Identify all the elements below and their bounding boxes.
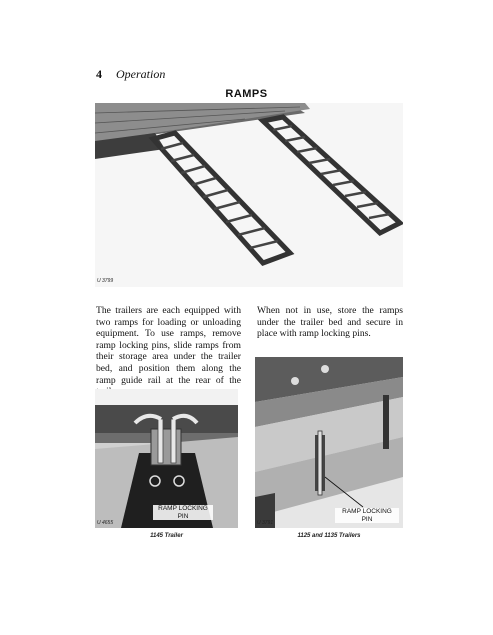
photo-id: U 3791 [257, 520, 274, 526]
locking-pin-photo-1125-1135 [255, 357, 403, 528]
ramp-locking-pin-callout [153, 505, 213, 520]
photo-caption: 1125 and 1135 Trailers [297, 533, 361, 539]
section-name: Operation [116, 67, 166, 81]
left-column-text: The trailers are each equipped with two ramps for loading or unloading equipment. To use ramps, remove ramp locking pins, slide ramps from their storage area under the trailer bed, and position them along the ramp guide rail at the rear of the [96, 305, 241, 386]
page-number: 4 [96, 67, 102, 81]
page-title: RAMPS [225, 88, 268, 100]
ramp-locking-pin-callout [335, 508, 399, 523]
right-column-text: When not in use, store the ramps under the trailer bed and secure in place with ramp locking pins. [257, 305, 403, 340]
photo-id: U 3799 [97, 278, 114, 284]
locking-pin-illustration-1125-1135 [255, 357, 403, 528]
locking-pin-photo-1145 [95, 389, 238, 528]
ramps-photo [95, 103, 403, 287]
callout-text: RAMP LOCKING PIN [342, 508, 392, 523]
ramps-illustration [95, 103, 403, 287]
photo-id: U 4655 [97, 520, 114, 526]
callout-text: RAMP LOCKING PIN [158, 505, 208, 520]
photo-caption: 1145 Trailer [150, 533, 183, 539]
